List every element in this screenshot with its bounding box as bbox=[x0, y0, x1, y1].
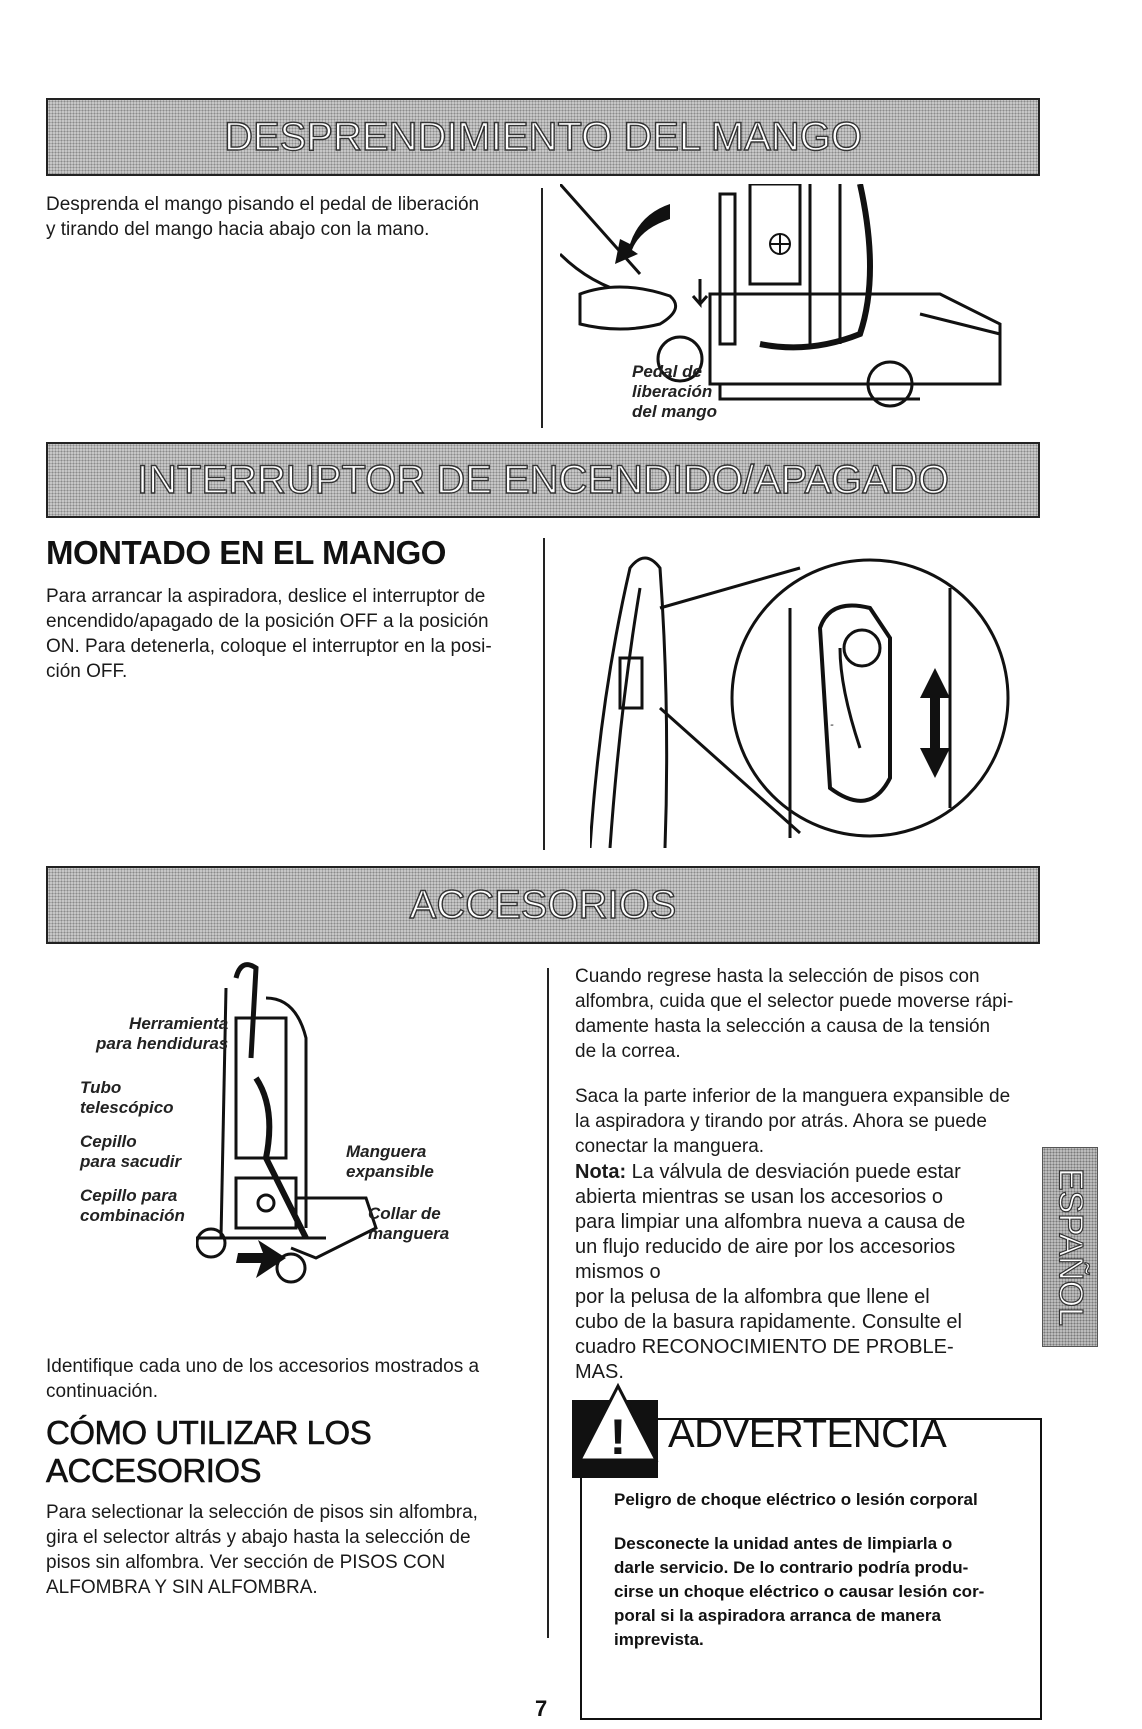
text-line: la aspiradora y tirando por atrás. Ahora se puede bbox=[575, 1111, 987, 1132]
warning-triangle-icon bbox=[576, 1382, 660, 1466]
label-line: telescópico bbox=[80, 1098, 174, 1117]
side-tab-label: ESPAÑOL bbox=[1051, 1167, 1090, 1327]
text-line: cuadro RECONOCIMIENTO DE PROBLE- bbox=[575, 1336, 954, 1358]
text-line: ción OFF. bbox=[46, 661, 128, 682]
handle-release-text bbox=[46, 192, 526, 242]
dusting-brush-label bbox=[80, 1132, 181, 1172]
telescopic-tube-label bbox=[80, 1078, 174, 1118]
text-line: un flujo reducido de aire por los accesorios bbox=[575, 1236, 956, 1258]
pedal-label bbox=[632, 362, 717, 422]
warning-hazard-line: Peligro de choque eléctrico o lesión corporal bbox=[614, 1490, 978, 1509]
accessories-illustration bbox=[196, 958, 456, 1298]
warning-symbol: ! bbox=[609, 1409, 627, 1465]
text-line: por la pelusa de la alfombra que llene el bbox=[575, 1286, 930, 1308]
text-line: mismos o bbox=[575, 1261, 661, 1283]
page-number: 7 bbox=[535, 1696, 548, 1721]
section-title: INTERRUPTOR DE ENCENDIDO/APAGADO bbox=[137, 457, 949, 502]
text-line: Para selectionar la selección de pisos sin alfombra, bbox=[46, 1502, 478, 1523]
label-line: manguera bbox=[368, 1224, 450, 1243]
text-line: conectar la manguera. bbox=[575, 1136, 765, 1157]
combination-brush-label bbox=[80, 1186, 185, 1226]
note-text bbox=[575, 1160, 1035, 1385]
note-label: Nota: bbox=[575, 1161, 627, 1183]
text-line: darle servicio. De lo contrario podría produ- bbox=[614, 1558, 969, 1577]
mounted-on-handle-heading: MONTADO EN EL MANGO bbox=[46, 534, 446, 571]
power-switch-text bbox=[46, 584, 536, 684]
label-line: para sacudir bbox=[80, 1152, 182, 1171]
text-line: La válvula de desviación puede estar bbox=[626, 1161, 961, 1183]
text-line: encendido/apagado de la posición OFF a la posición bbox=[46, 611, 489, 632]
text-line: poral si la aspiradora arranca de manera bbox=[614, 1606, 941, 1625]
how-to-use-accessories-heading bbox=[46, 1414, 371, 1490]
section-title: DESPRENDIMIENTO DEL MANGO bbox=[224, 114, 862, 159]
label-line: Cepillo bbox=[80, 1132, 137, 1151]
label-line: Herramienta bbox=[129, 1014, 229, 1033]
text-line: Desprenda el mango pisando el pedal de liberación bbox=[46, 194, 480, 215]
text-line: MAS. bbox=[575, 1361, 624, 1383]
handle-release-illustration bbox=[560, 184, 1020, 424]
section-banner-power-switch bbox=[46, 442, 1040, 518]
text-line: imprevista. bbox=[614, 1630, 704, 1649]
text-line: ALFOMBRA Y SIN ALFOMBRA. bbox=[46, 1577, 318, 1598]
text-line: para limpiar una alfombra nueva a causa de bbox=[575, 1211, 966, 1233]
carpet-selection-text bbox=[575, 964, 1045, 1064]
label-line: para hendiduras bbox=[96, 1034, 229, 1053]
text-line: alfombra, cuida que el selector puede moverse rápi- bbox=[575, 991, 1014, 1012]
text-line: gira el selector altrás y abajo hasta la selección de bbox=[46, 1527, 471, 1548]
section-banner-handle-release bbox=[46, 98, 1040, 176]
text-line: damente hasta la selección a causa de la tensión bbox=[575, 1016, 991, 1037]
label-line: Manguera bbox=[346, 1142, 427, 1161]
language-side-tab bbox=[1042, 1147, 1098, 1347]
label-line: Tubo bbox=[80, 1078, 122, 1097]
up-down-arrow-icon bbox=[920, 668, 950, 778]
label-line: Pedal de bbox=[632, 362, 702, 381]
text-line: continuación. bbox=[46, 1381, 158, 1402]
text-line: cubo de la basura rapidamente. Consulte el bbox=[575, 1311, 962, 1333]
label-line: del mango bbox=[632, 402, 718, 421]
crevice-tool-label bbox=[96, 1014, 228, 1054]
text-line: y tirando del mango hacia abajo con la mano. bbox=[46, 219, 430, 240]
text-line: abierta mientras se usan los accesorios o bbox=[575, 1186, 943, 1208]
heading-line: ACCESORIOS bbox=[46, 1452, 262, 1489]
how-to-use-text bbox=[46, 1500, 536, 1600]
text-line: Para arrancar la aspiradora, deslice el interruptor de bbox=[46, 586, 486, 607]
column-divider bbox=[547, 968, 549, 1638]
text-line: Saca la parte inferior de la manguera expansible de bbox=[575, 1086, 1011, 1107]
expandable-hose-label bbox=[346, 1142, 434, 1182]
column-divider bbox=[543, 538, 545, 850]
hose-collar-label bbox=[368, 1204, 449, 1244]
section-title: ACCESORIOS bbox=[409, 882, 677, 927]
label-line: liberación bbox=[632, 382, 713, 401]
text-line: Identifique cada uno de los accesorios mostrados a bbox=[46, 1356, 480, 1377]
label-line: Cepillo para bbox=[80, 1186, 178, 1205]
heading-line: CÓMO UTILIZAR LOS bbox=[46, 1414, 372, 1451]
text-line: Cuando regrese hasta la selección de pisos con bbox=[575, 966, 980, 987]
power-switch-illustration bbox=[590, 548, 1010, 848]
hose-removal-text bbox=[575, 1084, 1045, 1159]
text-line: de la correa. bbox=[575, 1041, 681, 1062]
label-line: combinación bbox=[80, 1206, 185, 1225]
arrow-icon bbox=[615, 204, 670, 264]
svg-text:-: - bbox=[830, 719, 834, 731]
warning-body bbox=[614, 1532, 1024, 1652]
identify-accessories-text bbox=[46, 1354, 536, 1404]
text-line: Desconecte la unidad antes de limpiarla o bbox=[614, 1534, 953, 1553]
text-line: ON. Para detenerla, coloque el interruptor en la posi- bbox=[46, 636, 492, 657]
text-line: pisos sin alfombra. Ver sección de PISOS CON bbox=[46, 1552, 446, 1573]
column-divider bbox=[541, 188, 543, 428]
label-line: Collar de bbox=[368, 1204, 441, 1223]
warning-title: ADVERTENCIA bbox=[668, 1412, 947, 1456]
text-line: cirse un choque eléctrico o causar lesión cor- bbox=[614, 1582, 985, 1601]
label-line: expansible bbox=[346, 1162, 434, 1181]
section-banner-accessories bbox=[46, 866, 1040, 944]
